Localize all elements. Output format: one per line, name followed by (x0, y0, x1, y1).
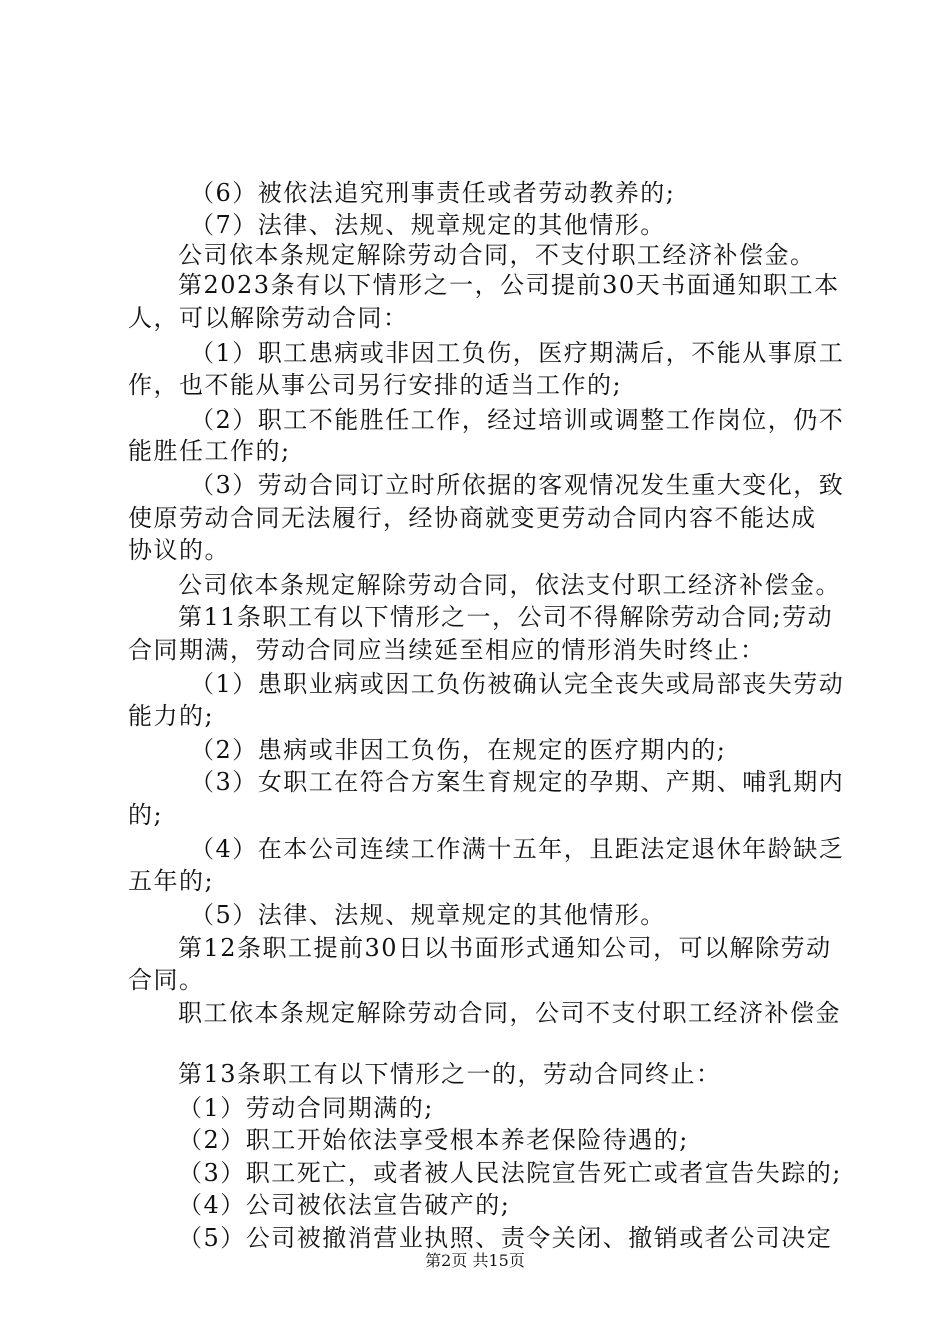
text-line-2: （7）法律、法规、规章规定的其他情形。 (190, 211, 666, 239)
text-line-28: （1）劳动合同期满的; (178, 1094, 434, 1122)
text-line-22: 五年的; (128, 867, 215, 895)
text-line-15: 合同期满，劳动合同应当续延至相应的情形消失时终止： (128, 636, 766, 664)
text-line-6: （1）职工患病或非因工负伤，医疗期满后，不能从事原工 (190, 339, 845, 367)
text-line-32: （5）公司被撤消营业执照、责令关闭、撤销或者公司决定 (178, 1224, 833, 1252)
text-line-13: 公司依本条规定解除劳动合同，依法支付职工经济补偿金。 (178, 571, 841, 599)
text-line-17: 能力的; (128, 702, 215, 730)
text-line-5: 人，可以解除劳动合同： (128, 304, 409, 332)
text-line-24: 第12条职工提前30日以书面形式通知公司，可以解除劳动 (178, 934, 832, 962)
text-line-23: （5）法律、法规、规章规定的其他情形。 (190, 901, 666, 929)
text-line-16: （1）患职业病或因工负伤被确认完全丧失或局部丧失劳动 (190, 670, 845, 698)
text-line-31: （4）公司被依法宣告破产的; (178, 1191, 511, 1219)
text-line-8: （2）职工不能胜任工作，经过培训或调整工作岗位，仍不 (190, 406, 845, 434)
page-number-current: 第2页 (425, 1251, 468, 1270)
text-line-19: （3）女职工在符合方案生育规定的孕期、产期、哺乳期内 (190, 768, 845, 796)
page-footer (0, 1248, 950, 1271)
text-line-9: 能胜任工作的; (128, 437, 291, 465)
text-line-21: （4）在本公司连续工作满十五年，且距法定退休年龄缺乏 (190, 835, 845, 863)
text-line-12: 协议的。 (128, 536, 230, 564)
text-line-18: （2）患病或非因工负伤，在规定的医疗期内的; (190, 736, 727, 764)
text-line-29: （2）职工开始依法享受根本养老保险待遇的; (178, 1126, 689, 1154)
text-line-7: 作，也不能从事公司另行安排的适当工作的; (128, 371, 623, 399)
page-number-total: 共15页 (472, 1251, 525, 1270)
text-line-1: （6）被依法追究刑事责任或者劳动教养的; (190, 179, 676, 207)
text-line-11: 使原劳动合同无法履行，经协商就变更劳动合同内容不能达成 (128, 504, 817, 532)
text-line-3: 公司依本条规定解除劳动合同，不支付职工经济补偿金。 (178, 241, 816, 269)
text-line-10: （3）劳动合同订立时所依据的客观情况发生重大变化，致 (190, 471, 845, 499)
text-line-30: （3）职工死亡，或者被人民法院宣告死亡或者宣告失踪的; (178, 1159, 842, 1187)
text-line-20: 的; (128, 801, 164, 829)
text-line-27: 第13条职工有以下情形之一的，劳动合同终止： (178, 1060, 722, 1088)
text-line-14: 第11条职工有以下情形之一，公司不得解除劳动合同;劳动 (178, 603, 834, 631)
text-line-25: 合同。 (128, 966, 205, 994)
text-line-4: 第2023条有以下情形之一，公司提前30天书面通知职工本 (178, 271, 840, 299)
text-line-26: 职工依本条规定解除劳动合同，公司不支付职工经济补偿金 (178, 999, 841, 1027)
